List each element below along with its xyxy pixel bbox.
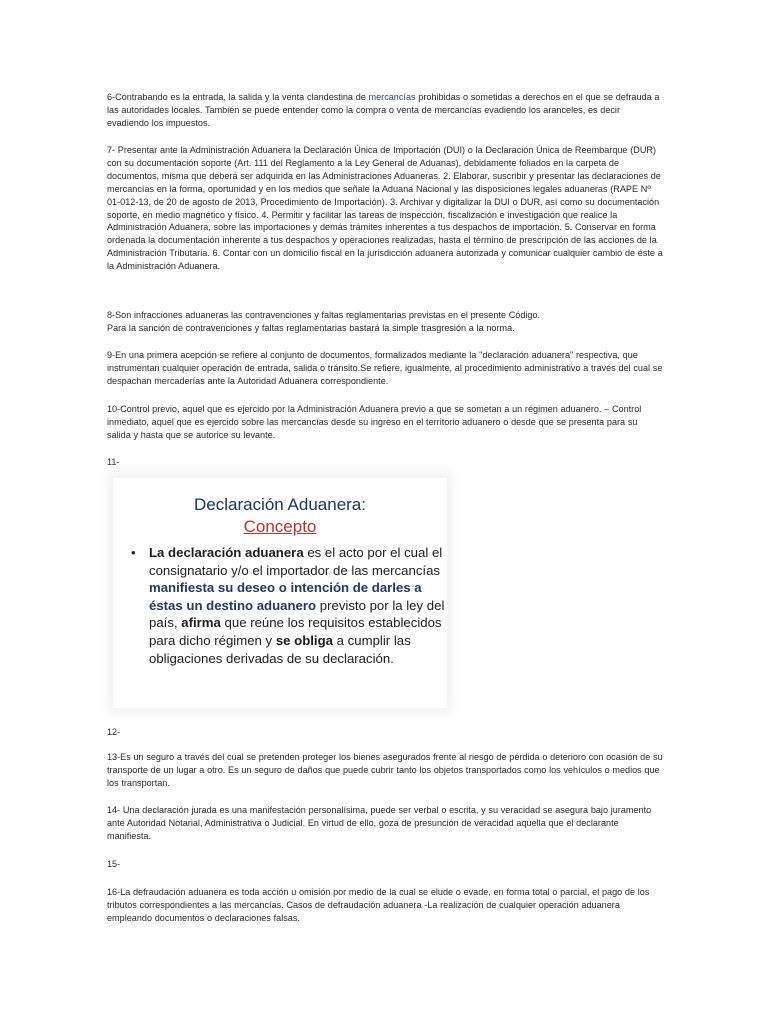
paragraph-15: 15- bbox=[107, 859, 121, 869]
mercancias-link[interactable]: mercancías bbox=[368, 92, 416, 102]
paragraph-8-line-2: Para la sanción de contravenciones y faltas reglamentarias bastará la simple trasgresión a la norma. bbox=[107, 322, 515, 333]
slide-body bbox=[127, 544, 453, 667]
slide-title-line-1: Declaración Aduanera: bbox=[193, 495, 366, 514]
paragraph-12: 12- bbox=[107, 727, 121, 737]
paragraph-7: 7- Presentar ante la Administración Aduanera la Declaración Única de Importación (DUI) o la Declaración Única de Reembarque (DUR) con su documentación soporte (Art. 111 del Reglamento a la Ley General de Aduanas), debidamente foliados en la carpeta de documentos, misma que deberá ser adquirida en las Administraciones Aduaneras. 2. Elaborar, suscribir y presentar las declaraciones de mercancías en la forma, oportunidad y en los medios que señale la Aduana Nacional y las disposiciones legales aduaneras (RAPE Nº 01-012-13, de 20 de agosto de 2013, Procedimiento de Importación). 3. Archivar y digitalizar la DUI o DUR, así como su documentación soporte, en medio magnético y físico. 4. Permitir y facilitar las tareas de inspección, fiscalización e investigación que realice la Administración Aduanera, sobre las importaciones y demás trámites inherentes a tus despachos de importación. 5. Conservar en forma ordenada la documentación inherente a tus despachos y operaciones realizadas, hasta el término de prescripción de las acciones de la Administración Tributaria. 6. Contar con un domicilio fiscal en la jurisdicción aduanera autorizada y comunicar cualquier cambio de éste a la Administración Aduanera. bbox=[107, 145, 663, 272]
slide-text-3: manifiesta su deseo o intención de darles a éstas un destino aduanero bbox=[149, 580, 422, 613]
paragraph-6-text-b: prohibidas o sometidas a derechos en el que se defrauda a las autoridades locales. También se puede entender como la compra o venta de mercancías evadiendo los aranceles, es decir evadiendo los impuestos. bbox=[107, 92, 660, 128]
paragraph-14: 14- Una declaración jurada es una manifestación personalísima, puede ser verbal o escrita, y su veracidad se asegura bajo juramento ante Autoridad Notarial, Administrativa o Judicial. En virtud de ello, goza de presunción de veracidad aquella que el declarante manifiesta. bbox=[107, 805, 652, 841]
slide-text-7: se obliga bbox=[275, 632, 333, 648]
slide-text-5: afirma bbox=[181, 615, 221, 631]
slide-title-line-2: Concepto bbox=[243, 517, 317, 536]
paragraph-8-line-1: 8-Son infracciones aduaneras las contravenciones y faltas reglamentarias previstas en el presente Código. bbox=[107, 310, 541, 320]
slide-text-4: previsto por la ley del país, bbox=[149, 597, 445, 631]
paragraph-16: 16-La defraudación aduanera es toda acción u omisión por medio de la cual se elude o evade, en forma total o parcial, el pago de los tributos correspondientes a las mercancías. Casos de defraudación aduanera -La realización de cualquier operación aduanera empleando documentos o declaraciones falsas. bbox=[107, 887, 650, 923]
paragraph-8 bbox=[107, 309, 663, 335]
paragraph-6-text-a: 6-Contrabando es la entrada, la salida y la venta clandestina de bbox=[107, 92, 369, 102]
paragraph-13: 13-Es un seguro a través del cual se pretenden proteger los bienes asegurados frente al riesgo de pérdida o deterioro con ocasión de su transporte de un lugar a otro. Es un seguro de daños que puede cubrir tanto los objetos transportados como los vehículos o medios que los transportan. bbox=[107, 752, 663, 788]
slide-text-8: a cumplir las obligaciones derivadas de su declaración. bbox=[149, 632, 411, 666]
slide-text-2: es el acto por el cual el consignatario y/o el importador de las mercancías bbox=[149, 545, 443, 578]
paragraph-9: 9-En una primera acepción se refiere al conjunto de documentos, formalizados mediante la "declaración aduanera" respectiva, que instrumentan cualquier operación de entrada, salida o tránsito.Se refiere, igualmente, al procedimiento administrativo a través del cual se despachan mercaderías ante la Autoridad Aduanera correspondiente. bbox=[107, 350, 663, 386]
slide-text-6: que reúne los requisitos establecidos para dicho régimen y bbox=[149, 615, 442, 648]
bullet-icon: • bbox=[131, 545, 136, 560]
paragraph-10: 10-Control previo, aquel que es ejercido por la Administración Aduanera previo a que se sometan a un régimen aduanero. – Control inmediato, aquel que es ejercido sobre las mercancías desde su ingreso en el territorio aduanero o desde que se presenta para su salida y hasta que se autorice su levante. bbox=[107, 404, 642, 440]
declaracion-aduanera-slide-image bbox=[113, 478, 447, 708]
paragraph-6 bbox=[107, 91, 663, 130]
paragraph-11: 11- bbox=[107, 457, 120, 467]
slide-text-1: La declaración aduanera bbox=[149, 545, 304, 560]
slide-title bbox=[113, 494, 447, 538]
